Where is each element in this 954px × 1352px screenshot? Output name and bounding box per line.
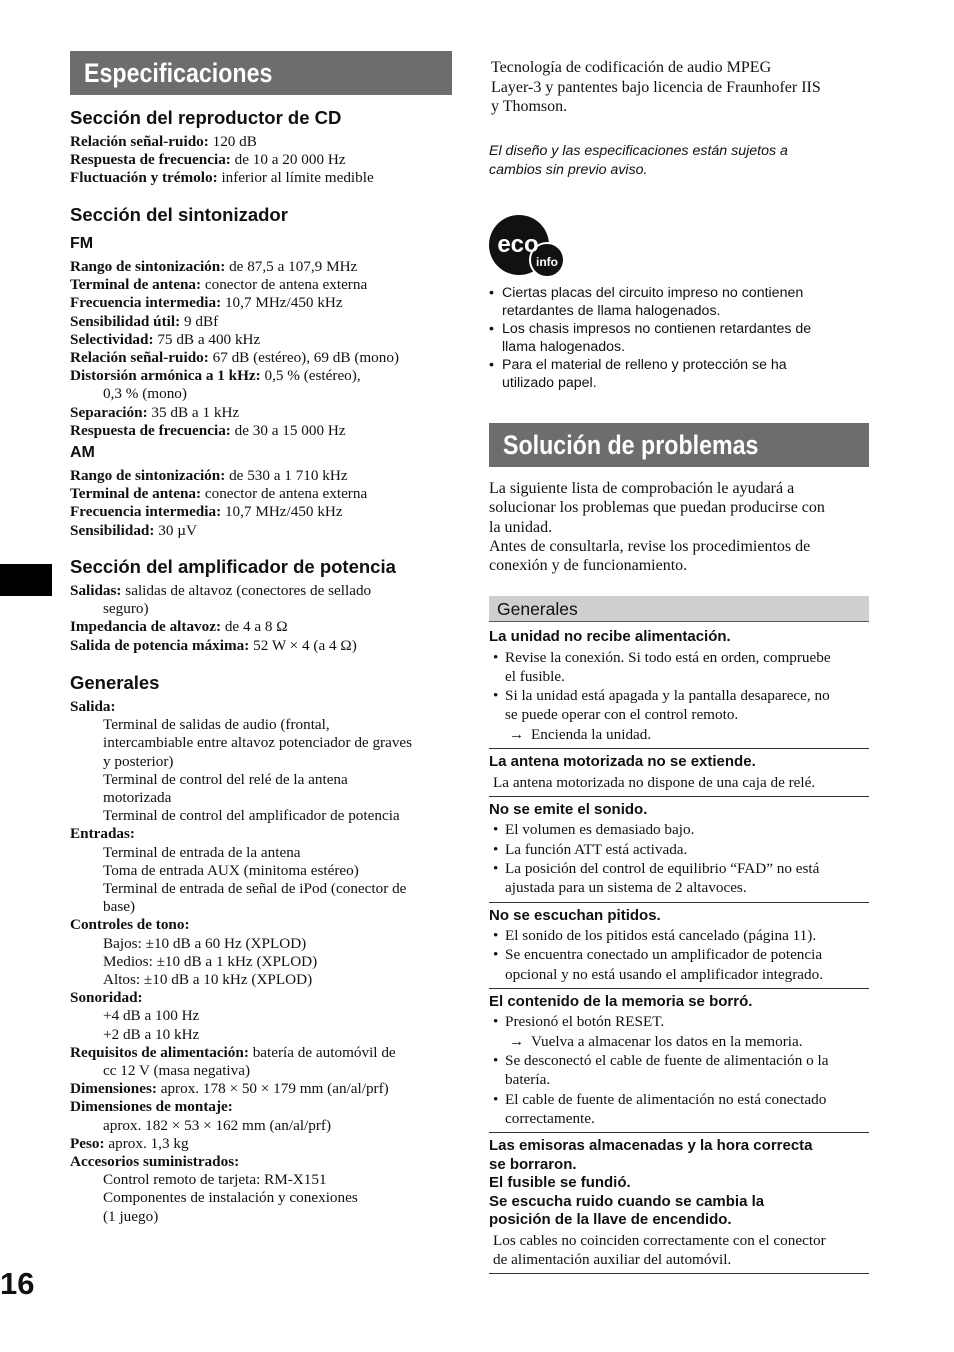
general-spec-line xyxy=(70,771,412,789)
fm-spec-line xyxy=(70,404,399,422)
general-spec-value: intercambiable entre altavoz potenciador de graves xyxy=(103,734,413,752)
answer-text: se puede operar con el control remoto. xyxy=(505,706,739,724)
answer-text: correctamente. xyxy=(505,1109,595,1127)
general-spec-value: base) xyxy=(103,898,136,916)
eco-bullet-text: retardantes de llama halogenados. xyxy=(502,303,721,319)
problem-answer xyxy=(493,686,869,725)
cd-spec-line xyxy=(70,169,374,187)
page-number: 16 xyxy=(0,1266,35,1301)
answer-text: Se encuentra conectado un amplificador de potencia xyxy=(505,946,823,964)
cd-spec-list xyxy=(70,133,374,188)
question-line: Las emisoras almacenadas y la hora correcta xyxy=(489,1137,813,1155)
problem-question xyxy=(489,993,869,1012)
specifications-banner xyxy=(70,51,452,95)
answer-text: de alimentación auxiliar del automóvil. xyxy=(493,1250,732,1268)
general-spec-line xyxy=(70,880,412,898)
problem-answer xyxy=(493,1051,869,1090)
fm-spec-value: 75 dB a 400 kHz xyxy=(153,330,261,348)
fm-spec-line xyxy=(70,385,399,403)
bullet-dot: • xyxy=(493,840,499,858)
general-spec-line xyxy=(70,1080,412,1098)
eco-bullet-item xyxy=(489,284,869,320)
general-spec-line xyxy=(70,916,412,934)
intro-line: la unidad. xyxy=(489,518,553,536)
bullet-dot: • xyxy=(493,927,499,944)
problem-answer xyxy=(493,1090,869,1129)
fm-spec-label: Distorsión armónica a 1 kHz: xyxy=(70,367,261,385)
general-spec-value: Altos: ±10 dB a 10 kHz (XPLOD) xyxy=(103,971,313,989)
fm-spec-label: Respuesta de frecuencia: xyxy=(70,421,231,439)
eco-bullet-item xyxy=(489,320,869,356)
fm-spec-value: de 87,5 a 107,9 MHz xyxy=(225,258,358,275)
general-spec-value: +2 dB a 10 kHz xyxy=(103,1025,200,1043)
question-line: La unidad no recibe alimentación. xyxy=(489,628,731,645)
general-spec-line xyxy=(70,753,412,771)
general-spec-value: aprox. 178 × 50 × 179 mm (an/al/prf) xyxy=(156,1080,389,1098)
general-spec-line xyxy=(70,716,412,734)
problem-divider xyxy=(489,988,869,989)
general-spec-label: Accesorios suministrados: xyxy=(70,1153,240,1171)
general-spec-label: Sonoridad: xyxy=(70,989,143,1007)
fm-spec-label: Relación señal-ruido: xyxy=(70,349,209,367)
fm-spec-label: Separación: xyxy=(70,403,148,421)
amp-spec-label: Impedancia de altavoz: xyxy=(70,618,222,636)
general-spec-line xyxy=(70,1208,412,1226)
design-notice xyxy=(489,142,788,180)
am-spec-list xyxy=(70,467,367,540)
general-spec-line xyxy=(70,698,412,716)
general-spec-line xyxy=(70,1171,412,1189)
general-spec-label: Salida: xyxy=(70,698,116,715)
general-spec-value: batería de automóvil de xyxy=(248,1043,396,1061)
answer-text: ajustada para un sistema de 2 altavoces. xyxy=(505,879,747,897)
answer-line xyxy=(493,667,869,686)
amp-spec-value: de 4 a 8 Ω xyxy=(221,618,288,636)
fm-spec-line xyxy=(70,276,399,294)
general-spec-value: (1 juego) xyxy=(103,1207,159,1225)
mpeg-license-text xyxy=(491,58,821,117)
cd-spec-value: inferior al límite medible xyxy=(217,169,374,187)
problem-answer xyxy=(493,648,869,687)
answer-line xyxy=(493,1051,869,1070)
answer-line xyxy=(493,686,869,705)
general-spec-line xyxy=(70,844,412,862)
eco-bullet-text: llama halogenados. xyxy=(502,339,626,355)
question-line: No se emite el sonido. xyxy=(489,800,648,818)
answer-line xyxy=(493,705,869,724)
problem-answer xyxy=(493,1231,869,1270)
arrow-icon: → xyxy=(509,725,525,743)
mpeg-line: Tecnología de codificación de audio MPEG xyxy=(491,59,772,76)
general-spec-line xyxy=(70,807,412,825)
fm-spec-value: conector de antena externa xyxy=(201,276,368,294)
answer-text: El sonido de los pitidos está cancelado (página 11). xyxy=(505,927,817,944)
amp-section-heading: Sección del amplificador de potencia xyxy=(70,556,396,577)
answer-text: Vuelva a almacenar los datos en la memoria. xyxy=(531,1032,803,1050)
general-spec-value: Terminal de salidas de audio (frontal, xyxy=(103,716,330,734)
eco-bullet-text: Para el material de relleno y protección se ha xyxy=(502,357,787,373)
am-spec-value: de 530 a 1 710 kHz xyxy=(225,467,348,484)
answer-line xyxy=(493,878,869,897)
general-spec-line xyxy=(70,1007,412,1025)
general-spec-value: Bajos: ±10 dB a 60 Hz (XPLOD) xyxy=(103,934,307,952)
answer-line xyxy=(493,725,869,744)
problem-question xyxy=(489,1137,869,1230)
am-spec-line xyxy=(70,485,367,503)
bullet-dot: • xyxy=(493,1090,499,1108)
amp-spec-value: salidas de altavoz (conectores de sellado xyxy=(121,582,372,599)
answer-text: Encienda la unidad. xyxy=(531,725,652,743)
question-line: No se escuchan pitidos. xyxy=(489,906,661,924)
general-spec-value: Terminal de control del amplificador de potencia xyxy=(103,807,400,825)
notice-line: cambios sin previo aviso. xyxy=(489,162,648,178)
problem-divider xyxy=(489,1132,869,1133)
general-spec-line xyxy=(70,971,412,989)
problem-answer xyxy=(493,840,869,859)
problem-question xyxy=(489,907,869,926)
tuner-section-heading: Sección del sintonizador xyxy=(70,204,288,225)
intro-line: Antes de consultarla, revise los procedimientos de xyxy=(489,537,811,555)
general-spec-line xyxy=(70,1135,412,1153)
fm-spec-line xyxy=(70,313,399,331)
mpeg-line: Layer-3 y pantentes bajo licencia de Fraunhofer IIS xyxy=(491,78,821,96)
eco-bullet-list xyxy=(489,284,869,392)
general-spec-value: Control remoto de tarjeta: RM-X151 xyxy=(103,1171,327,1189)
fm-spec-value: 67 dB (estéreo), 69 dB (mono) xyxy=(208,349,400,367)
eco-bullet-text: Los chasis impresos no contienen retardantes de xyxy=(502,321,812,337)
amp-spec-line xyxy=(70,618,371,636)
fm-spec-label: Terminal de antena: xyxy=(70,276,202,294)
am-spec-value: conector de antena externa xyxy=(201,485,368,503)
problem-answer xyxy=(493,859,869,898)
answer-line xyxy=(493,1090,869,1109)
general-spec-value: Terminal de control del relé de la antena xyxy=(103,770,348,788)
general-spec-value: Medios: ±10 dB a 1 kHz (XPLOD) xyxy=(103,952,318,970)
general-spec-label: Dimensiones: xyxy=(70,1080,157,1098)
general-spec-line xyxy=(70,862,412,880)
problem-question xyxy=(489,628,869,647)
question-line: La antena motorizada no se extiende. xyxy=(489,753,756,770)
amp-spec-label: Salidas: xyxy=(70,582,122,599)
answer-text: Se desconectó el cable de fuente de alimentación o la xyxy=(505,1052,829,1069)
answer-text: El cable de fuente de alimentación no está conectado xyxy=(505,1090,827,1108)
answer-line xyxy=(493,1109,869,1128)
problem-answer xyxy=(493,926,869,945)
fm-spec-line xyxy=(70,422,399,440)
general-spec-label: Dimensiones de montaje: xyxy=(70,1098,233,1116)
fm-spec-label: Rango de sintonización: xyxy=(70,258,226,275)
problem-answer xyxy=(493,725,869,744)
general-spec-value: aprox. 1,3 kg xyxy=(104,1134,189,1152)
general-spec-value: Toma de entrada AUX (minitoma estéreo) xyxy=(103,861,359,879)
bullet-dot: • xyxy=(493,946,499,964)
question-line: El fusible se fundió. xyxy=(489,1174,631,1192)
eco-info-icon xyxy=(489,214,567,280)
fm-spec-line xyxy=(70,331,399,349)
answer-text: batería. xyxy=(505,1071,551,1089)
fm-spec-list xyxy=(70,258,399,440)
general-spec-value: motorizada xyxy=(103,789,172,807)
general-spec-label: Controles de tono: xyxy=(70,916,190,934)
am-spec-label: Terminal de antena: xyxy=(70,485,202,503)
am-spec-line xyxy=(70,503,367,521)
general-spec-label: Requisitos de alimentación: xyxy=(70,1043,249,1061)
general-spec-value: aprox. 182 × 53 × 162 mm (an/al/prf) xyxy=(103,1116,332,1134)
problem-answer xyxy=(493,820,869,839)
cd-section-heading: Sección del reproductor de CD xyxy=(70,107,342,128)
bullet-dot: • xyxy=(493,1052,499,1069)
am-spec-line xyxy=(70,467,367,485)
fm-spec-line xyxy=(70,349,399,367)
general-spec-value: Componentes de instalación y conexiones xyxy=(103,1189,358,1207)
answer-line xyxy=(493,945,869,964)
answer-line xyxy=(493,648,869,667)
troubleshooting-intro xyxy=(489,479,825,575)
answer-line xyxy=(493,773,869,792)
bullet-dot: • xyxy=(493,859,499,877)
troubleshooting-banner xyxy=(489,423,869,467)
general-spec-line xyxy=(70,1189,412,1207)
answer-line xyxy=(493,1250,869,1269)
am-spec-value: 10,7 MHz/450 kHz xyxy=(221,503,343,521)
general-spec-line xyxy=(70,825,412,843)
general-spec-line xyxy=(70,1026,412,1044)
bullet-dot: • xyxy=(489,357,494,373)
notice-line: El diseño y las especificaciones están sujetos a xyxy=(489,143,788,159)
answer-text: Los cables no coinciden correctamente con el conector xyxy=(493,1231,826,1249)
eco-bullet-text: utilizado papel. xyxy=(502,375,597,391)
answer-text: El volumen es demasiado bajo. xyxy=(505,821,695,839)
section-tab-marker xyxy=(0,564,52,596)
general-spec-line xyxy=(70,1098,412,1116)
eco-bullet-text: Ciertas placas del circuito impreso no contienen xyxy=(502,285,804,301)
bullet-dot: • xyxy=(489,285,494,301)
bullet-dot: • xyxy=(489,321,494,337)
general-spec-value: Terminal de entrada de señal de iPod (conector de xyxy=(103,880,407,898)
intro-line: conexión y de funcionamiento. xyxy=(489,557,688,575)
cd-spec-label: Fluctuación y trémolo: xyxy=(70,169,218,187)
am-label: AM xyxy=(70,444,95,461)
answer-line xyxy=(493,859,869,878)
answer-text: Revise la conexión. Si todo está en orden, compruebe xyxy=(505,648,831,666)
general-spec-value: cc 12 V (masa negativa) xyxy=(103,1062,251,1080)
answer-text: La posición del control de equilibrio “FAD” no está xyxy=(505,859,820,877)
arrow-icon: → xyxy=(509,1032,525,1050)
cd-spec-line xyxy=(70,151,374,169)
problem-answer xyxy=(493,773,869,792)
general-section-heading: Generales xyxy=(70,672,160,693)
specifications-title: Especificaciones xyxy=(84,58,273,88)
eco-info-logo xyxy=(489,214,567,280)
problem-divider xyxy=(489,1273,869,1274)
general-spec-line xyxy=(70,789,412,807)
answer-text: Si la unidad está apagada y la pantalla desaparece, no xyxy=(505,687,830,705)
answer-line xyxy=(493,1012,869,1031)
intro-line: solucionar los problemas que puedan producirse con xyxy=(489,499,825,517)
general-spec-line xyxy=(70,1062,412,1080)
answer-text: opcional y no está usando el amplificador integrado. xyxy=(505,965,823,983)
bullet-dot: • xyxy=(493,821,499,839)
general-spec-line xyxy=(70,734,412,752)
amp-spec-line xyxy=(70,637,371,655)
problem-divider xyxy=(489,902,869,903)
answer-line xyxy=(493,820,869,839)
answer-line xyxy=(493,1070,869,1089)
problem-answer xyxy=(493,1012,869,1031)
answer-line xyxy=(493,926,869,945)
eco-logo-text: eco xyxy=(497,231,539,258)
general-spec-line xyxy=(70,1153,412,1171)
general-spec-line xyxy=(70,1117,412,1135)
general-spec-value: +4 dB a 100 Hz xyxy=(103,1007,200,1025)
amp-spec-line xyxy=(70,582,371,600)
problem-answer xyxy=(493,945,869,984)
fm-spec-value: 0,3 % (mono) xyxy=(103,385,187,403)
am-spec-label: Sensibilidad: xyxy=(70,521,155,539)
general-spec-line xyxy=(70,935,412,953)
cd-spec-value: 120 dB xyxy=(208,133,257,150)
fm-spec-value: 35 dB a 1 kHz xyxy=(147,403,240,421)
answer-line xyxy=(493,1032,869,1051)
general-spec-line xyxy=(70,898,412,916)
general-spec-line xyxy=(70,953,412,971)
fm-spec-value: 0,5 % (estéreo), xyxy=(260,367,361,385)
answer-line xyxy=(493,1231,869,1250)
general-spec-label: Entradas: xyxy=(70,825,135,843)
answer-text: Presionó el botón RESET. xyxy=(505,1013,665,1031)
am-spec-label: Frecuencia intermedia: xyxy=(70,503,222,521)
problem-answer xyxy=(493,1032,869,1051)
fm-label: FM xyxy=(70,235,94,252)
intro-line: La siguiente lista de comprobación le ayudará a xyxy=(489,480,795,497)
cd-spec-label: Relación señal-ruido: xyxy=(70,133,209,150)
general-spec-value: y posterior) xyxy=(103,752,174,770)
fm-spec-label: Sensibilidad útil: xyxy=(70,312,181,330)
cd-spec-value: de 10 a 20 000 Hz xyxy=(230,151,346,169)
question-line: posición de la llave de encendido. xyxy=(489,1211,732,1229)
bullet-dot: • xyxy=(493,1013,499,1031)
problem-divider xyxy=(489,748,869,749)
am-spec-label: Rango de sintonización: xyxy=(70,467,226,484)
question-line: El contenido de la memoria se borró. xyxy=(489,992,753,1010)
problem-divider xyxy=(489,796,869,797)
problem-question xyxy=(489,753,869,772)
cd-spec-label: Respuesta de frecuencia: xyxy=(70,151,231,169)
fm-spec-value: 9 dBf xyxy=(180,312,219,330)
answer-line xyxy=(493,965,869,984)
cd-spec-line xyxy=(70,133,374,151)
amp-spec-line xyxy=(70,600,371,618)
am-spec-line xyxy=(70,522,367,540)
amp-spec-value: seguro) xyxy=(103,600,149,618)
answer-text: La función ATT está activada. xyxy=(505,840,688,858)
amp-spec-list xyxy=(70,582,371,655)
fm-spec-value: 10,7 MHz/450 kHz xyxy=(221,294,343,312)
general-spec-line xyxy=(70,1044,412,1062)
answer-line xyxy=(493,840,869,859)
info-logo-text: info xyxy=(536,255,558,269)
fm-spec-line xyxy=(70,367,399,385)
problem-question xyxy=(489,801,869,820)
question-line: se borraron. xyxy=(489,1155,577,1173)
general-spec-label: Peso: xyxy=(70,1134,105,1152)
am-spec-value: 30 µV xyxy=(154,521,197,539)
answer-text: La antena motorizada no dispone de una caja de relé. xyxy=(493,773,816,791)
general-spec-line xyxy=(70,989,412,1007)
general-spec-list xyxy=(70,698,412,1226)
fm-spec-line xyxy=(70,294,399,312)
fm-spec-value: de 30 a 15 000 Hz xyxy=(230,421,346,439)
mpeg-line: y Thomson. xyxy=(491,98,568,115)
fm-spec-line xyxy=(70,258,399,276)
bullet-dot: • xyxy=(493,648,499,666)
amp-spec-value: 52 W × 4 (a 4 Ω) xyxy=(249,636,357,654)
amp-spec-label: Salida de potencia máxima: xyxy=(70,636,250,654)
fm-spec-label: Frecuencia intermedia: xyxy=(70,294,222,312)
fm-spec-label: Selectividad: xyxy=(70,330,154,348)
general-problems-header: Generales xyxy=(489,596,869,622)
bullet-dot: • xyxy=(493,687,499,705)
troubleshooting-title: Solución de problemas xyxy=(503,430,759,460)
question-line: Se escucha ruido cuando se cambia la xyxy=(489,1192,765,1210)
general-spec-value: Terminal de entrada de la antena xyxy=(103,843,301,861)
answer-text: el fusible. xyxy=(505,667,565,685)
eco-bullet-item xyxy=(489,356,869,392)
